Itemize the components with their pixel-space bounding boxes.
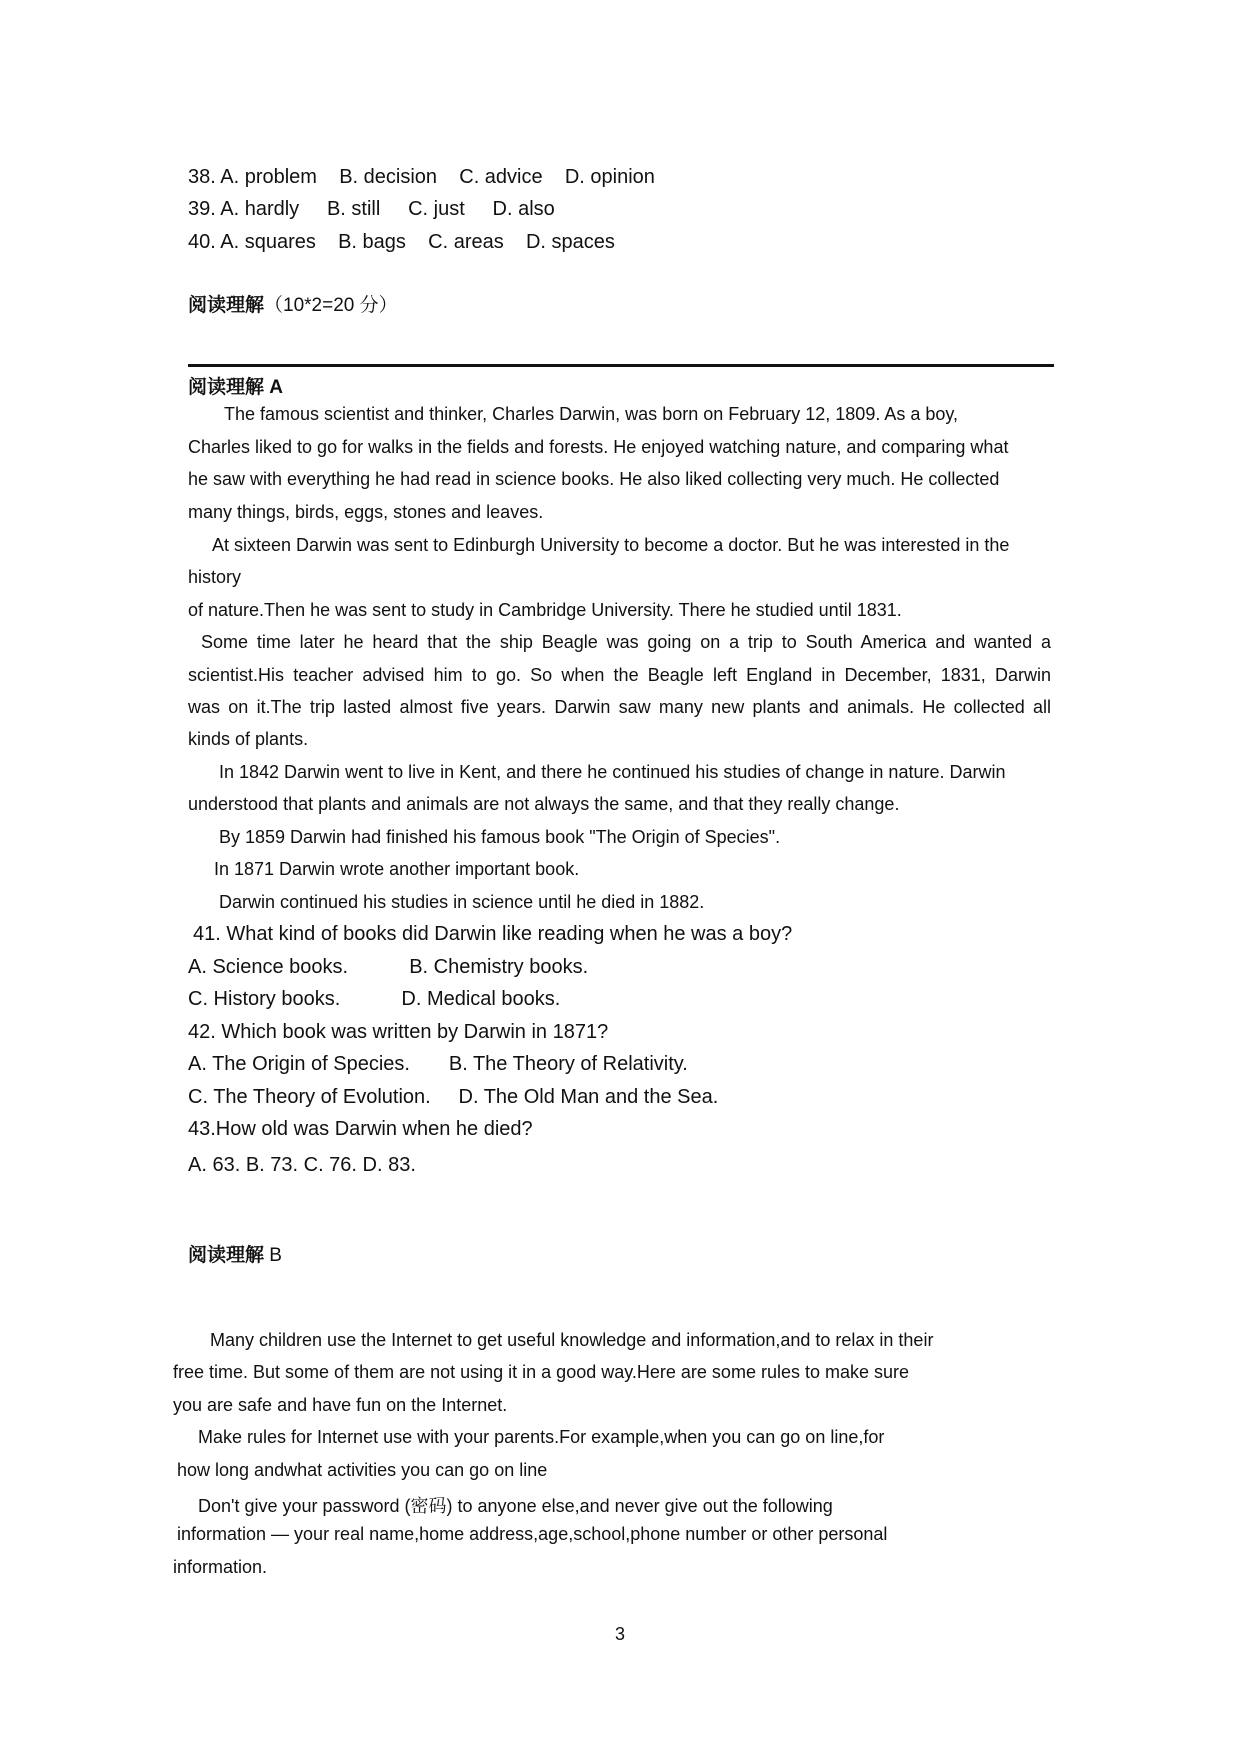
- option-line-38: 38. A. problem B. decision C. advice D. opinion: [188, 166, 655, 188]
- question-42-options-cd: C. The Theory of Evolution. D. The Old Man and the Sea.: [188, 1086, 719, 1108]
- passage-b-line: Don't give your password (密码) to anyone else,and never give out the following: [198, 1496, 833, 1516]
- passage-a-line: In 1842 Darwin went to live in Kent, and there he continued his studies of change in nature. Darwin: [219, 762, 1006, 782]
- passage-b-heading: [188, 1240, 282, 1267]
- passage-a-line: Some time later he heard that the ship Beagle was going on a trip to South America and wanted a: [201, 632, 1051, 652]
- question-42-options-ab: A. The Origin of Species. B. The Theory of Relativity.: [188, 1053, 688, 1075]
- passage-a-line: kinds of plants.: [188, 729, 309, 749]
- option-line-40: 40. A. squares B. bags C. areas D. spaces: [188, 231, 615, 253]
- passage-a-line: understood that plants and animals are not always the same, and that they really change.: [188, 794, 900, 814]
- passage-b-line: you are safe and have fun on the Internet.: [173, 1395, 508, 1415]
- reading-section-heading-score: （10*2=20 分）: [264, 295, 398, 316]
- passage-b-line: information.: [173, 1557, 268, 1577]
- passage-b-line: how long andwhat activities you can go on line: [177, 1460, 548, 1480]
- question-41-options-cd: C. History books. D. Medical books.: [188, 988, 561, 1010]
- passage-b-line: free time. But some of them are not using it in a good way.Here are some rules to make sure: [173, 1362, 910, 1382]
- question-41: 41. What kind of books did Darwin like reading when he was a boy?: [193, 923, 793, 945]
- passage-b-line: Make rules for Internet use with your parents.For example,when you can go on line,for: [198, 1427, 885, 1447]
- passage-a-line: By 1859 Darwin had finished his famous book "The Origin of Species".: [219, 827, 781, 847]
- passage-a-line: was on it.The trip lasted almost five years. Darwin saw many new plants and animals. He collected all: [188, 697, 1051, 717]
- passage-a-line: history: [188, 567, 242, 587]
- passage-b-heading-bold: 阅读理解: [188, 1245, 265, 1266]
- passage-a-line: In 1871 Darwin wrote another important book.: [214, 859, 580, 879]
- passage-a-line: At sixteen Darwin was sent to Edinburgh University to become a doctor. But he was interested in the: [212, 535, 1010, 555]
- passage-b-line: information — your real name,home address,age,school,phone number or other personal: [177, 1524, 888, 1544]
- question-43: 43.How old was Darwin when he died?: [188, 1118, 533, 1140]
- question-41-options-ab: A. Science books. B. Chemistry books.: [188, 956, 589, 978]
- passage-a-line: many things, birds, eggs, stones and leaves.: [188, 502, 544, 522]
- passage-a-line: Darwin continued his studies in science until he died in 1882.: [219, 892, 705, 912]
- page-number: 3: [614, 1624, 625, 1644]
- reading-section-heading: [188, 290, 398, 317]
- passage-a-heading: 阅读理解 A: [188, 377, 284, 398]
- passage-a-line: The famous scientist and thinker, Charles Darwin, was born on February 12, 1809. As a boy,: [224, 404, 959, 424]
- question-42: 42. Which book was written by Darwin in 1871?: [188, 1021, 609, 1043]
- passage-a-line: scientist.His teacher advised him to go. So when the Beagle left England in December, 1831, Darwin: [188, 665, 1051, 685]
- passage-b-heading-letter: B: [264, 1245, 282, 1266]
- reading-section-heading-bold: 阅读理解: [188, 295, 265, 316]
- divider-rule: [188, 364, 1054, 367]
- option-line-39: 39. A. hardly B. still C. just D. also: [188, 198, 555, 220]
- passage-a-line: of nature.Then he was sent to study in Cambridge University. There he studied until 1831.: [188, 600, 902, 620]
- passage-a-line: Charles liked to go for walks in the fields and forests. He enjoyed watching nature, and comparing what: [188, 437, 1009, 457]
- passage-b-line: Many children use the Internet to get useful knowledge and information,and to relax in their: [210, 1330, 934, 1350]
- question-43-options: A. 63. B. 73. C. 76. D. 83.: [188, 1154, 416, 1176]
- passage-a-line: he saw with everything he had read in science books. He also liked collecting very much. He collected: [188, 469, 1000, 489]
